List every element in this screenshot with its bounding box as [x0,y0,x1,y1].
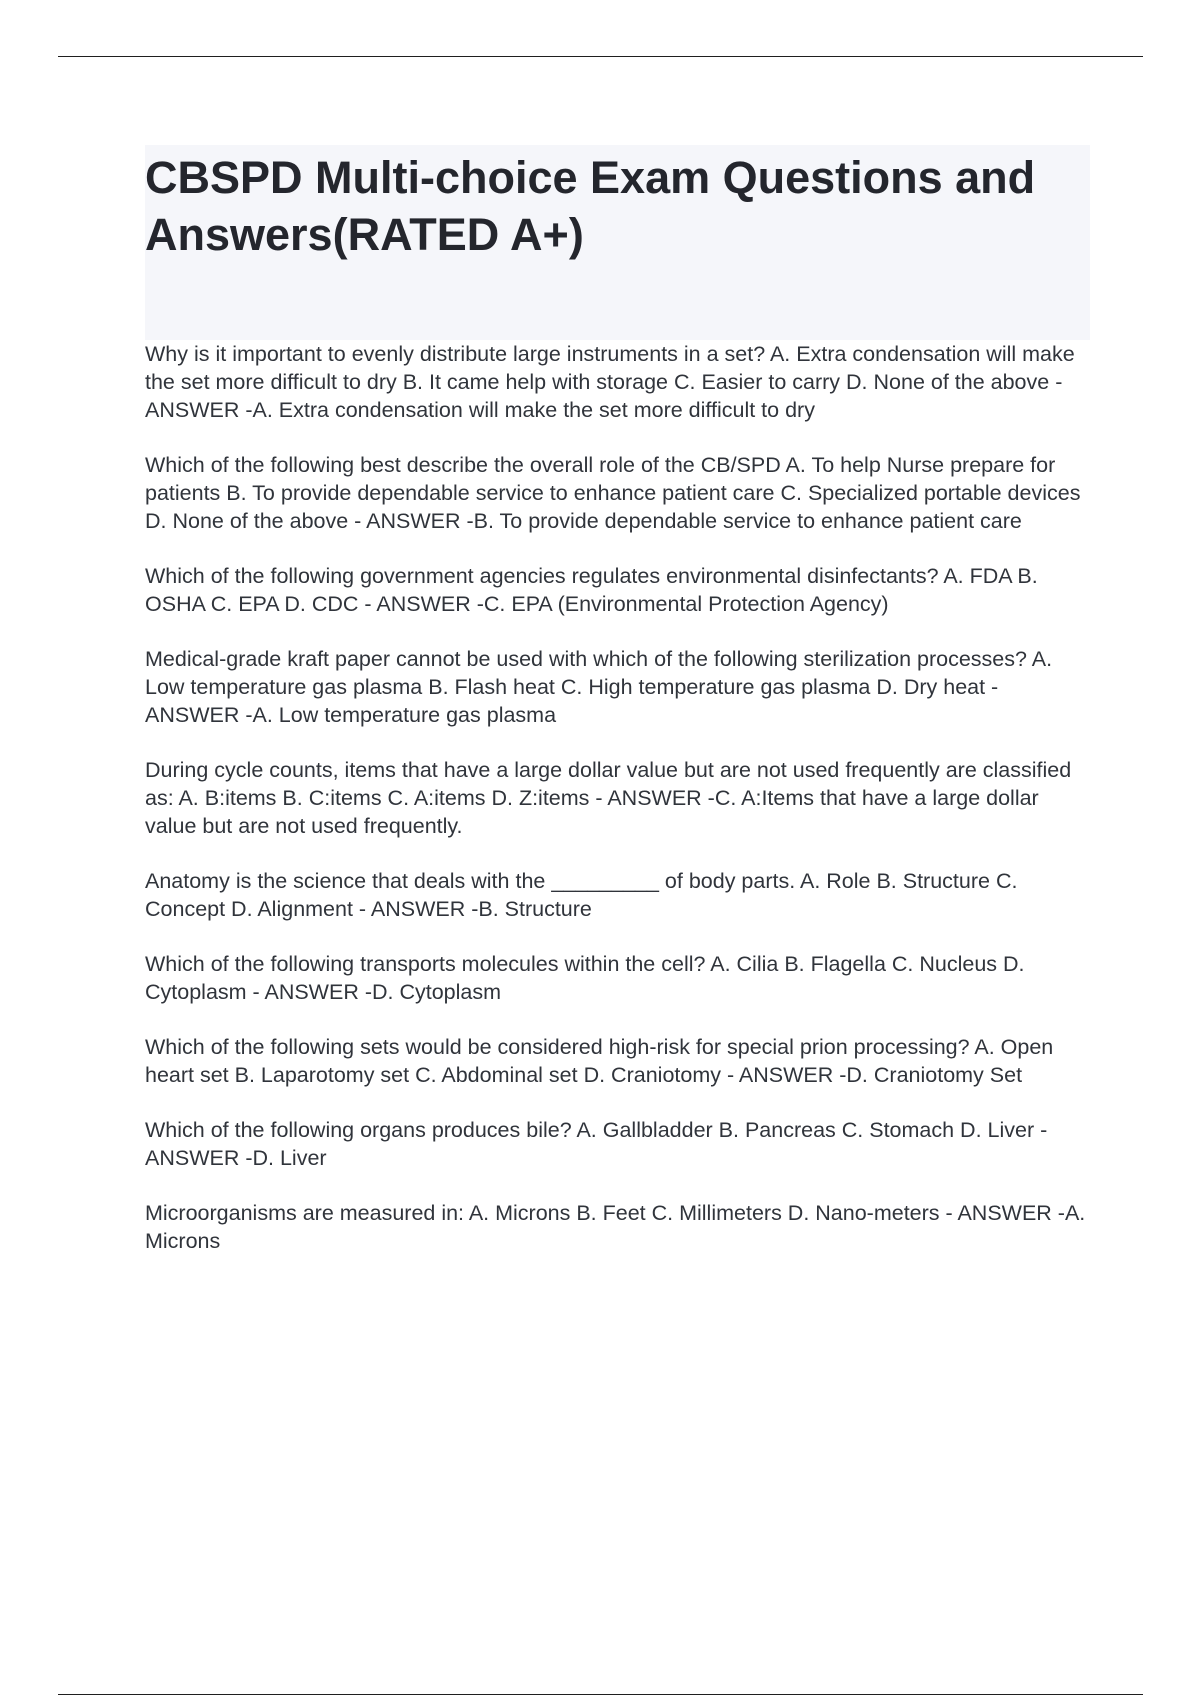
bottom-rule [58,1694,1143,1695]
qa-item: Anatomy is the science that deals with the _________ of body parts. A. Role B. Structure C. Concept D. Alignment - ANSWER -B. Structure [145,869,1018,921]
qa-list [145,340,1090,1282]
qa-item: Microorganisms are measured in: A. Microns B. Feet C. Millimeters D. Nano-meters - ANSWER -A. Microns [145,1201,1086,1253]
qa-item: Which of the following sets would be considered high-risk for special prion processing? A. Open heart set B. Laparotomy set C. Abdominal set D. Craniotomy - ANSWER -D. Craniotomy Set [145,1035,1054,1087]
qa-item: Which of the following transports molecules within the cell? A. Cilia B. Flagella C. Nucleus D. Cytoplasm - ANSWER -D. Cytoplasm [145,952,1025,1004]
qa-item: Which of the following government agencies regulates environmental disinfectants? A. FDA B. OSHA C. EPA D. CDC - ANSWER -C. EPA (Environmental Protection Agency) [145,564,1038,616]
title-block [145,145,1090,340]
top-rule [58,56,1143,57]
document-title: CBSPD Multi-choice Exam Questions and Answers(RATED A+) [145,152,1036,260]
qa-item: Why is it important to evenly distribute large instruments in a set? A. Extra condensation will make the set more difficult to dry B. It came help with storage C. Easier to carry D. None of the above - ANSWER -A. Extra condensation will make the set more difficult to dry [145,342,1075,422]
qa-item: Medical-grade kraft paper cannot be used with which of the following sterilization processes? A. Low temperature gas plasma B. Flash heat C. High temperature gas plasma D. Dry heat - ANSWER -A. Low temperature gas plasma [145,647,1053,727]
qa-item: During cycle counts, items that have a large dollar value but are not used frequently are classified as: A. B:items B. C:items C. A:items D. Z:items - ANSWER -C. A:Items that have a large dollar value but are not used frequently. [145,758,1072,838]
qa-item: Which of the following best describe the overall role of the CB/SPD A. To help Nurse prepare for patients B. To provide dependable service to enhance patient care C. Specialized portable devices D. None of the above - ANSWER -B. To provide dependable service to enhance patient care [145,453,1081,533]
qa-item: Which of the following organs produces bile? A. Gallbladder B. Pancreas C. Stomach D. Liver - ANSWER -D. Liver [145,1118,1048,1170]
